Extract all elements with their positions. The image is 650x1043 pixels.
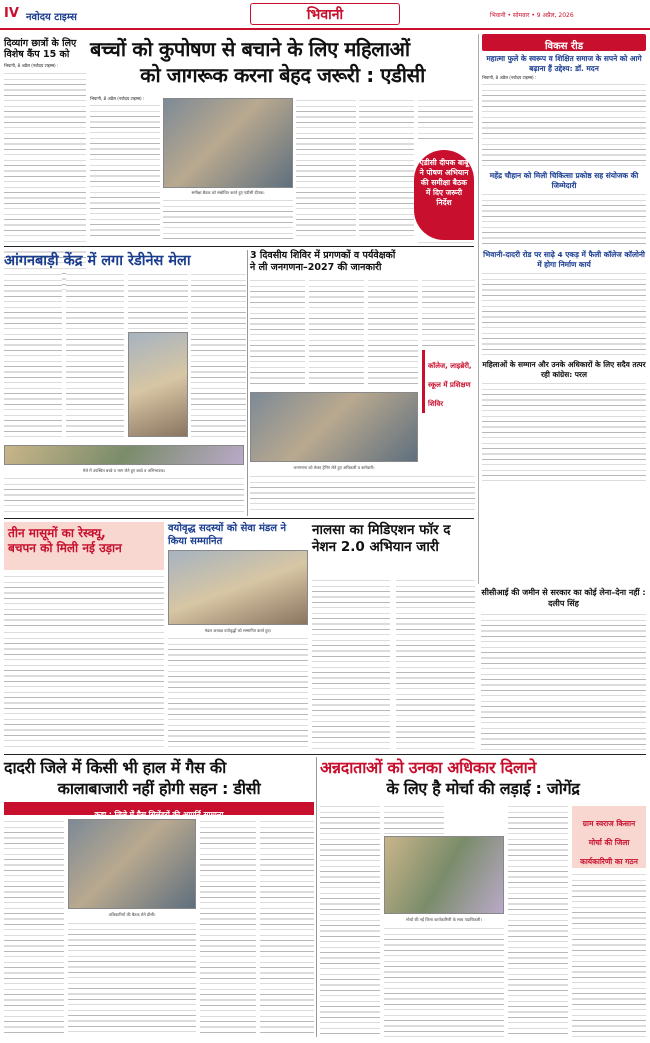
dilip-headline: सीसीआई की जमीन से सरकार का कोई लेना–देना नहीं : दलीप सिंह	[481, 588, 646, 608]
main-headline-line2: को जागरूक करना बेहद जरूरी : एडीसी	[140, 63, 425, 87]
farmers-box	[572, 806, 646, 868]
farmers-headline-1	[320, 757, 646, 778]
anganwadi-body-col1	[4, 272, 62, 442]
right-kicker-box	[482, 34, 646, 51]
farmers-photo	[384, 836, 504, 914]
right-top-body	[482, 82, 646, 168]
main-pullquote-text: एडीसी दीपक बाबू ने पोषण अभियान की समीक्षा बैठक में दिए जरूरी निर्देश	[419, 158, 469, 207]
vrule-anganwadi-census	[247, 250, 248, 516]
right-top-dateline: भिवानी, 8 अप्रैल (नवोदय टाइम्स) :	[482, 75, 537, 80]
anganwadi-body-bottom	[4, 476, 244, 514]
main-body-col3	[296, 98, 356, 239]
paper-name: नवोदय टाइम्स	[26, 12, 77, 23]
rescue-box	[4, 522, 164, 570]
main-body-col4	[359, 98, 414, 239]
elders-headline: वयोवृद्ध सदस्यों को सेवा मंडल ने किया सम्मानित	[168, 523, 287, 547]
left-story-headline: दिव्यांग छात्रों के लिए विशेष कैंप 15 को	[4, 38, 77, 60]
city-name: भिवानी	[306, 7, 344, 23]
farmers-headline-2: के लिए है मोर्चा की लड़ाई : जोगेंद्र	[386, 779, 580, 798]
anganwadi-caption: मेले में उपस्थित बच्चे व भाग लेते हुए बच्चे व अभिभावक।	[82, 468, 166, 473]
main-photo-caption: समीक्षा बैठक को संबोधित करते हुए एडीसी दीपक।	[191, 190, 265, 195]
right-story2-headline: महेंद्र चौहान को मिली चिकित्सा प्रकोष्ठ सह संयोजक की जिम्मेदारी	[489, 171, 639, 190]
main-body-col1	[90, 103, 160, 239]
main-body-col2	[163, 198, 293, 240]
farmers-body-col2	[384, 804, 444, 834]
rescue-headline-1: तीन मासूमों का रेस्क्यू,	[8, 526, 106, 540]
city-banner	[250, 3, 400, 25]
vrule-gas-farmers	[316, 757, 317, 1037]
right-story4-headline: महिलाओं के सम्मान और उनके अधिकारों के लिए सदैव तत्पर रही कांग्रेस: परल	[482, 360, 646, 379]
anganwadi-headline: आंगनबाड़ी केंद्र में लगा रेडीनेस मेला	[4, 253, 191, 269]
divider-1	[4, 246, 474, 247]
farmers-body-col3	[384, 926, 504, 1037]
right-story2-body	[482, 192, 646, 247]
census-body-col3	[368, 278, 418, 388]
farmers-box-text: ग्राम स्वराज किसान मोर्चा की जिला कार्यकारिणी का गठन	[580, 819, 638, 866]
right-story4-body	[482, 381, 646, 481]
farmers-caption: मोर्चा की नई जिला कार्यकारिणी के साथ पदाधिकारी।	[406, 917, 482, 922]
census-headline-1: 3 दिवसीय शिविर में प्रगणकों व पर्यवेक्षकों	[250, 250, 396, 261]
masthead-date: भिवानी • सोमवार • 9 अप्रैल, 2026	[490, 12, 574, 19]
gas-headline-2: कालाबाजारी नहीं होगी सहन : डीसी	[57, 779, 261, 798]
gas-headline	[4, 757, 314, 799]
nalsa-body-col2	[396, 578, 475, 750]
census-body-bottom	[250, 474, 475, 514]
elders-caption: मंडल अध्यक्ष वयोवृद्धों को सम्मानित करते हुए।	[204, 628, 272, 633]
main-photo	[163, 98, 293, 188]
anganwadi-body-col4	[191, 272, 246, 437]
divider-3	[4, 754, 646, 755]
farmers-body-col4	[508, 804, 568, 1037]
page-number: IV	[4, 6, 19, 21]
census-body-col4	[422, 278, 475, 346]
farmers-headline-1-text: अन्नदाताओं को उनका अधिकार दिलाने	[320, 758, 537, 777]
gas-headline-1: दादरी जिले में किसी भी हाल में गैस की	[4, 758, 227, 777]
farmers-headline	[320, 757, 646, 799]
gas-photo	[68, 819, 196, 909]
dilip-body	[481, 612, 646, 750]
main-body-col6	[418, 240, 473, 244]
gas-caption: अधिकारियों की बैठक लेते डीसी।	[108, 912, 156, 917]
farmers-body-col5	[572, 872, 646, 1037]
gas-body-col4	[260, 819, 314, 1037]
right-kicker: विकस रीड	[544, 41, 584, 52]
left-story-dateline: भिवानी, 8 अप्रैल (नवोदय टाइम्स) :	[4, 63, 59, 68]
rescue-headline-2: बचपन को मिली नई उड़ान	[8, 541, 122, 555]
anganwadi-photo-1	[128, 332, 188, 437]
main-body-col5	[418, 98, 473, 143]
main-pullquote	[414, 150, 474, 240]
right-column	[478, 34, 646, 584]
gas-body-col1	[4, 819, 64, 1037]
gas-subhead-band	[4, 802, 314, 819]
nalsa-headline: नालसा का मिडिएशन फॉर द नेशन 2.0 अभियान जारी	[312, 522, 451, 555]
divider-2	[4, 518, 474, 519]
anganwadi-body-col2	[66, 272, 124, 442]
main-headline	[90, 36, 475, 88]
census-body-col1	[250, 278, 305, 388]
elders-body	[168, 636, 308, 750]
census-headline-2: ने ली जनगणना–2027 की जानकारी	[250, 262, 382, 273]
anganwadi-body-col3	[128, 272, 188, 330]
census-side-label	[422, 350, 475, 413]
census-photo	[250, 392, 418, 462]
farmers-body-col1	[320, 804, 380, 1037]
main-headline-line1: बच्चों को कुपोषण से बचाने के लिए महिलाओं	[90, 37, 410, 61]
right-story3-body	[482, 271, 646, 357]
gas-body-col3	[200, 819, 256, 1037]
main-dateline: भिवानी, 8 अप्रैल (नवोदय टाइम्स) :	[90, 96, 145, 101]
gas-subhead: कहा : जिले में गैस सिलेंडरों की आपूर्ति सामान्य	[94, 810, 224, 819]
census-headline	[250, 250, 475, 274]
right-top-headline: महात्मा फुले के स्वरूप व शिक्षित समाज के सपने को आगे बढ़ाना हैं उद्देश्य: डॉ. मदन	[486, 54, 642, 73]
rescue-body	[4, 574, 164, 626]
anganwadi-photo-2	[4, 445, 244, 465]
right-story3-headline: भिवानी-दादरी रोड पर साढ़े 4 एकड़ में फैली कॉलेज कॉलोनी में होगा निर्माण कार्य	[483, 250, 645, 269]
gas-body-col2	[68, 921, 196, 1037]
nalsa-body-col1	[312, 578, 390, 750]
masthead	[0, 0, 650, 30]
census-side-label-text: कॉलेज, लाइब्रेरी, स्कूल में प्रशिक्षण शिविर	[428, 362, 472, 408]
rescue-body-2	[4, 630, 164, 750]
elders-photo	[168, 550, 308, 625]
census-body-col2	[309, 278, 364, 388]
census-caption: जनगणना को लेकर ट्रेनिंग लेते हुए अधिकारी व कर्मचारी।	[293, 465, 375, 470]
